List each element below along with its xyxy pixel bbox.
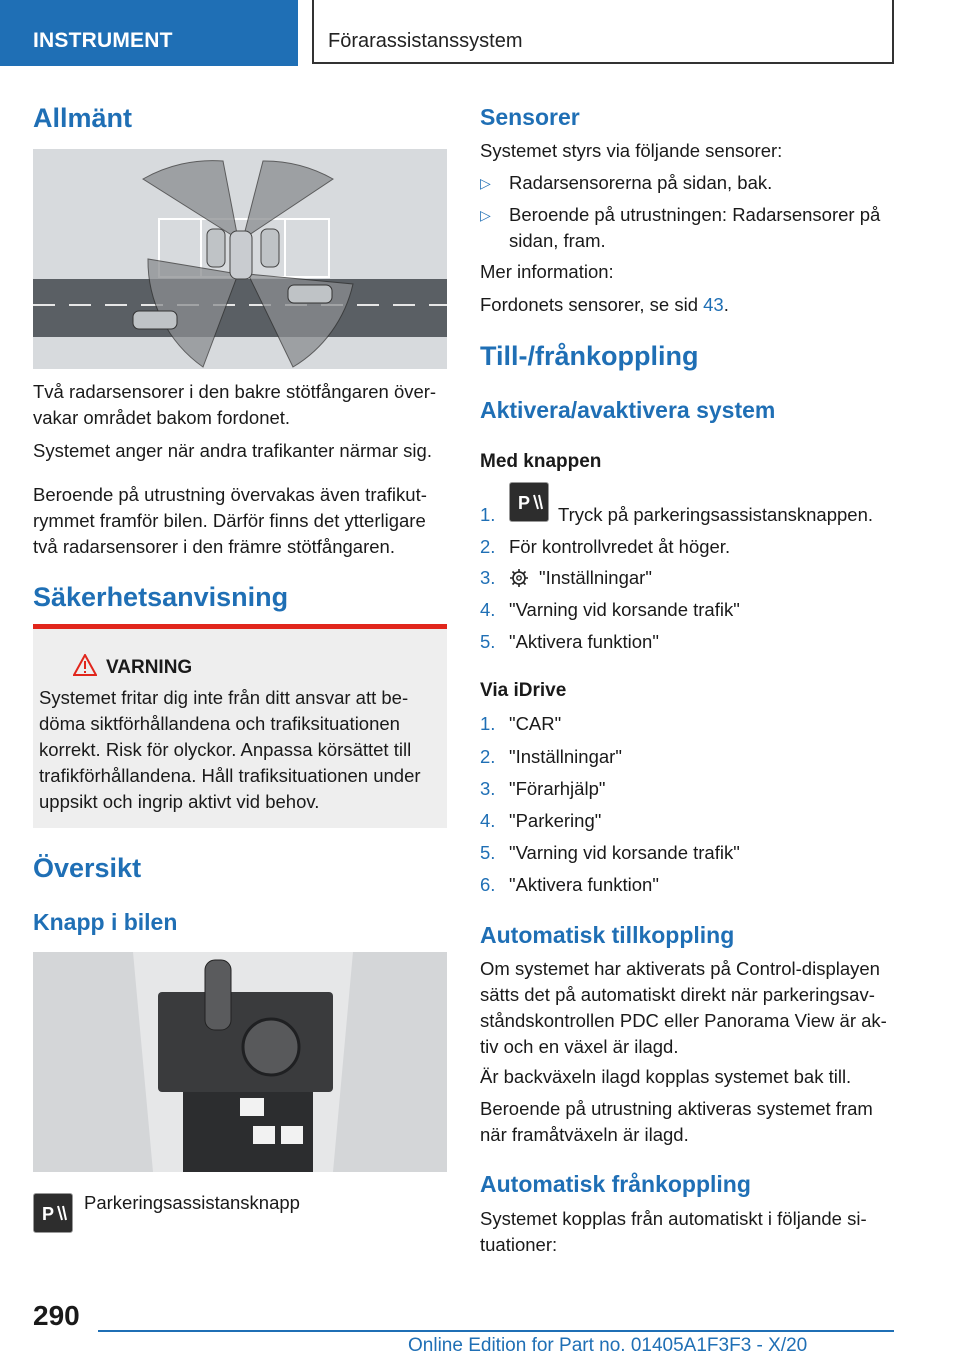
paragraph: Om systemet har aktiverats på Control-displayen sätts det på automatiskt direkt när parkeringsav-ståndskontrollen PDC eller Panorama View är ak-tiv och en växel är ilagd.	[480, 958, 887, 1057]
paragraph: Är backväxeln ilagd kopplas systemet bak till.	[480, 1066, 852, 1087]
radar-diagram	[33, 149, 447, 369]
chapter-tab	[312, 0, 894, 64]
warning-box	[33, 624, 447, 828]
page-number: 290	[33, 1300, 80, 1331]
paragraph: Systemet styrs via följande sensorer:	[480, 140, 783, 161]
heading-med-knappen: Med knappen	[480, 451, 602, 472]
parking-assist-icon	[33, 1193, 73, 1233]
warning-triangle-icon	[73, 654, 97, 676]
heading-sensorer: Sensorer	[480, 104, 580, 130]
page-link[interactable]: 43	[703, 294, 724, 315]
footer-edition: Online Edition for Part no. 01405A1F3F3 - X/20	[408, 1335, 808, 1356]
footer-divider	[98, 1330, 894, 1332]
svg-text:P: P	[42, 1204, 55, 1224]
paragraph: Systemet kopplas från automatiskt i följande si-tuationer:	[480, 1208, 867, 1255]
heading-allmant: Allmänt	[33, 103, 133, 133]
parking-assist-icon	[509, 482, 549, 522]
section-label: INSTRUMENT	[33, 29, 173, 52]
svg-text:P: P	[518, 493, 531, 513]
heading-knapp: Knapp i bilen	[33, 909, 178, 935]
gear-icon	[509, 568, 529, 588]
heading-auto-till: Automatisk tillkoppling	[480, 922, 735, 948]
heading-sakerhet: Säkerhetsanvisning	[33, 582, 289, 612]
section-tab	[0, 0, 298, 66]
paragraph: Systemet anger när andra trafikanter närmar sig.	[33, 440, 432, 461]
radar-illustration	[33, 149, 447, 369]
warning-title: VARNING	[106, 657, 193, 678]
paragraph: Mer information:	[480, 261, 614, 282]
bullet-triangle-icon: ▷	[480, 207, 491, 223]
heading-via-idrive: Via iDrive	[480, 680, 567, 701]
chapter-label: Förarassistanssystem	[328, 30, 523, 52]
paragraph: Två radarsensorer i den bakre stötfångaren över-vakar området bakom fordonet.	[33, 381, 437, 428]
warning-body: Systemet fritar dig inte från ditt ansvar att be-döma siktförhållandena och trafiksituationen korrekt. Risk för olyckor. Anpassa körsättet till trafikförhållandena. Håll trafiksituationen under uppsikt och ingrip aktivt vid behov.	[39, 687, 421, 812]
paragraph: Beroende på utrustning aktiveras systemet fram när framåtväxeln är ilagd.	[480, 1098, 873, 1145]
console-photo	[33, 952, 447, 1172]
heading-tillfran: Till-/frånkoppling	[480, 341, 699, 371]
heading-aktivera: Aktivera/avaktivera system	[480, 397, 776, 423]
console-diagram	[33, 952, 447, 1172]
bullet-triangle-icon: ▷	[480, 175, 491, 191]
parking-assist-glyph	[34, 1194, 72, 1232]
heading-oversikt: Översikt	[33, 853, 142, 883]
reference-line: Fordonets sensorer, se sid 43.	[480, 294, 729, 315]
paragraph: Beroende på utrustning övervakas även trafikut-rymmet framför bilen. Därför finns det ytterligare två radarsensorer i den främre stötfångaren.	[33, 484, 427, 557]
heading-auto-fran: Automatisk frånkoppling	[480, 1171, 751, 1197]
icon-caption: Parkeringsassistansknapp	[84, 1192, 300, 1213]
